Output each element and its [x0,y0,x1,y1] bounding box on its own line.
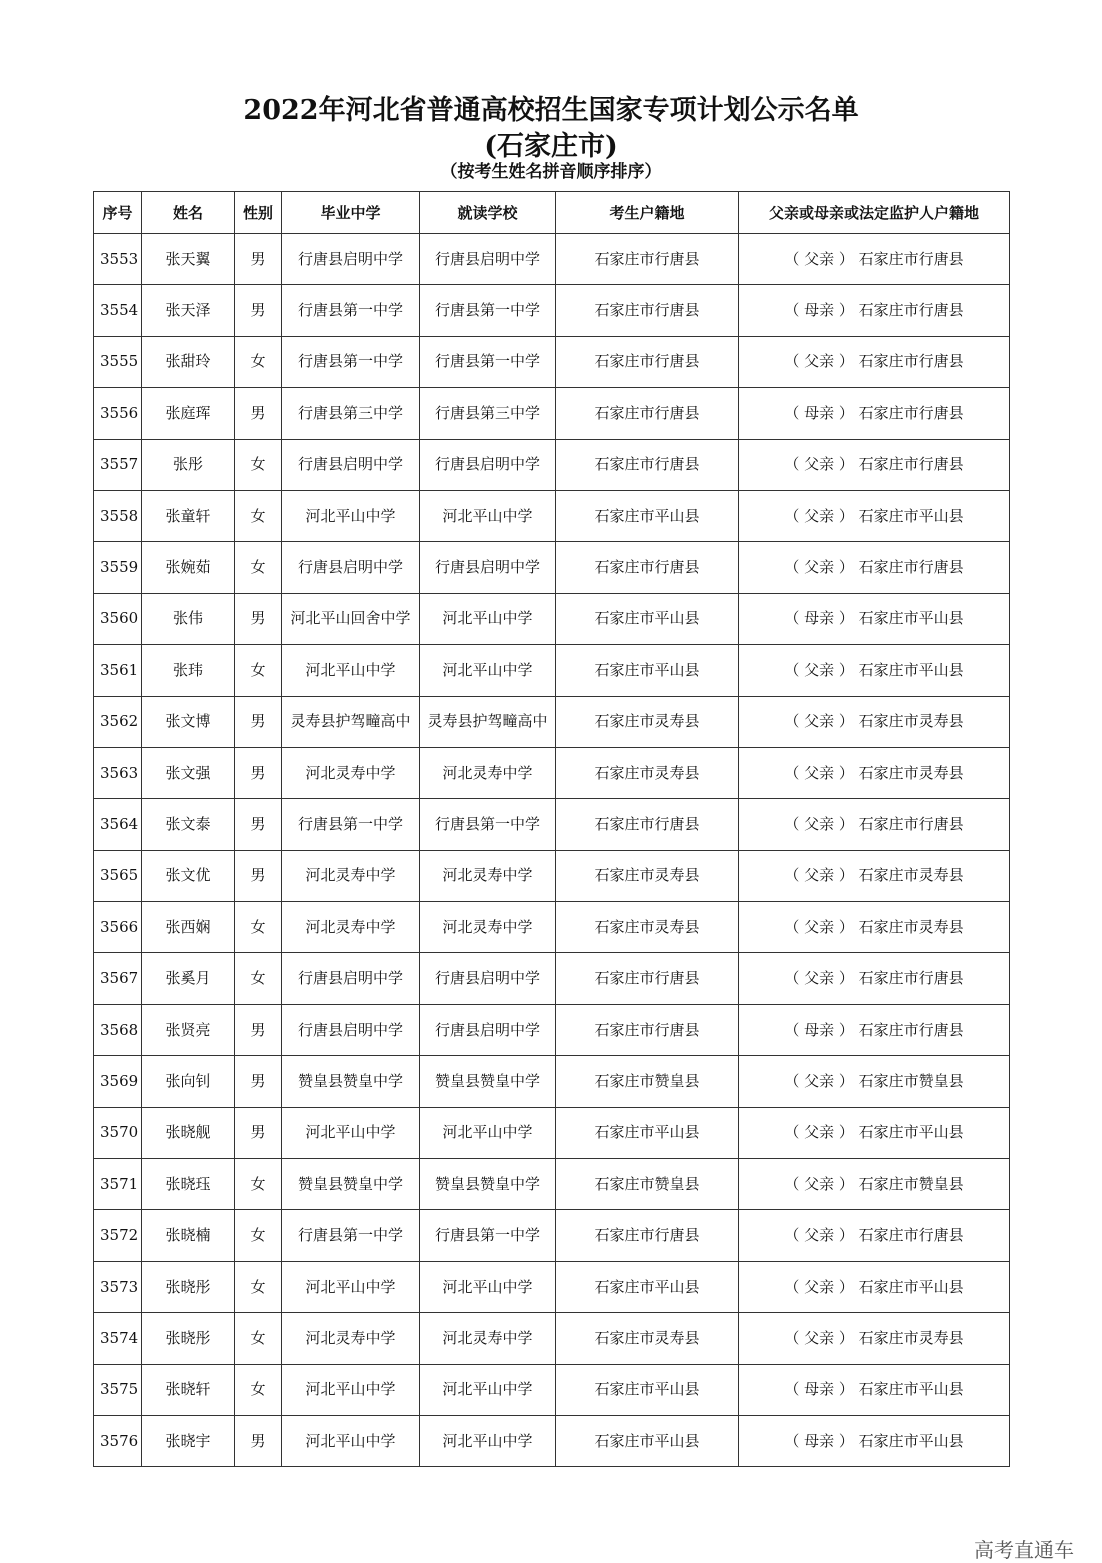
cell-gender: 男 [235,593,282,644]
cell-guardian-hukou: （ 父亲 ） 石家庄市行唐县 [739,542,1010,593]
cell-gender: 男 [235,850,282,901]
cell-name: 张向钊 [142,1056,235,1107]
cell-seq: 3560 [94,593,142,644]
cell-guardian-hukou: （ 父亲 ） 石家庄市平山县 [739,645,1010,696]
cell-gender: 女 [235,1159,282,1210]
cell-student-hukou: 石家庄市赞皇县 [556,1056,739,1107]
cell-name: 张伟 [142,593,235,644]
cell-student-hukou: 石家庄市赞皇县 [556,1159,739,1210]
cell-seq: 3563 [94,747,142,798]
cell-gender: 女 [235,1210,282,1261]
cell-current-school: 行唐县启明中学 [420,1004,556,1055]
table-row [94,1313,1010,1364]
cell-seq: 3576 [94,1415,142,1466]
document-title: 2022年河北省普通高校招生国家专项计划公示名单 [243,95,859,126]
cell-guardian-hukou: （ 父亲 ） 石家庄市行唐县 [739,336,1010,387]
cell-current-school: 河北灵寿中学 [420,1313,556,1364]
cell-name: 张晓轩 [142,1364,235,1415]
header-gender: 性别 [235,192,282,234]
cell-gender: 男 [235,1415,282,1466]
cell-gender: 男 [235,1004,282,1055]
cell-seq: 3564 [94,799,142,850]
cell-student-hukou: 石家庄市行唐县 [556,388,739,439]
table-header-row [94,192,1010,234]
cell-name: 张晓珏 [142,1159,235,1210]
table-row [94,542,1010,593]
cell-seq: 3572 [94,1210,142,1261]
cell-graduation-school: 行唐县第一中学 [282,799,420,850]
header-student-hukou: 考生户籍地 [556,192,739,234]
cell-gender: 男 [235,696,282,747]
table-row [94,850,1010,901]
cell-guardian-hukou: （ 父亲 ） 石家庄市平山县 [739,1107,1010,1158]
cell-student-hukou: 石家庄市行唐县 [556,285,739,336]
cell-student-hukou: 石家庄市行唐县 [556,542,739,593]
document-sort-note: （按考生姓名拼音顺序排序） [440,162,662,182]
cell-graduation-school: 赞皇县赞皇中学 [282,1159,420,1210]
cell-name: 张庭珲 [142,388,235,439]
cell-current-school: 行唐县第一中学 [420,285,556,336]
cell-guardian-hukou: （ 父亲 ） 石家庄市灵寿县 [739,696,1010,747]
cell-graduation-school: 河北平山中学 [282,645,420,696]
table-row [94,1210,1010,1261]
cell-graduation-school: 行唐县第一中学 [282,1210,420,1261]
cell-name: 张彤 [142,439,235,490]
cell-graduation-school: 行唐县第一中学 [282,285,420,336]
cell-student-hukou: 石家庄市平山县 [556,645,739,696]
cell-name: 张天泽 [142,285,235,336]
cell-name: 张晓宇 [142,1415,235,1466]
cell-name: 张婉茹 [142,542,235,593]
cell-name: 张天翼 [142,234,235,285]
cell-student-hukou: 石家庄市行唐县 [556,953,739,1004]
header-current-school: 就读学校 [420,192,556,234]
table-row [94,799,1010,850]
cell-name: 张童轩 [142,490,235,541]
cell-name: 张文博 [142,696,235,747]
cell-current-school: 河北平山中学 [420,593,556,644]
cell-graduation-school: 河北平山中学 [282,1261,420,1312]
cell-student-hukou: 石家庄市平山县 [556,1415,739,1466]
cell-current-school: 行唐县启明中学 [420,234,556,285]
cell-guardian-hukou: （ 父亲 ） 石家庄市灵寿县 [739,747,1010,798]
cell-student-hukou: 石家庄市平山县 [556,593,739,644]
cell-student-hukou: 石家庄市行唐县 [556,1004,739,1055]
table-row [94,902,1010,953]
cell-graduation-school: 行唐县第一中学 [282,336,420,387]
cell-student-hukou: 石家庄市灵寿县 [556,696,739,747]
cell-seq: 3554 [94,285,142,336]
cell-student-hukou: 石家庄市行唐县 [556,439,739,490]
cell-seq: 3571 [94,1159,142,1210]
cell-guardian-hukou: （ 母亲 ） 石家庄市行唐县 [739,285,1010,336]
cell-gender: 男 [235,1056,282,1107]
cell-student-hukou: 石家庄市平山县 [556,1364,739,1415]
cell-graduation-school: 河北灵寿中学 [282,747,420,798]
cell-gender: 男 [235,285,282,336]
table-row [94,593,1010,644]
cell-gender: 女 [235,336,282,387]
cell-guardian-hukou: （ 父亲 ） 石家庄市平山县 [739,490,1010,541]
cell-seq: 3553 [94,234,142,285]
cell-guardian-hukou: （ 母亲 ） 石家庄市行唐县 [739,1004,1010,1055]
cell-current-school: 行唐县第一中学 [420,1210,556,1261]
cell-current-school: 赞皇县赞皇中学 [420,1056,556,1107]
cell-gender: 男 [235,234,282,285]
cell-guardian-hukou: （ 母亲 ） 石家庄市平山县 [739,1415,1010,1466]
cell-current-school: 行唐县第一中学 [420,336,556,387]
cell-student-hukou: 石家庄市行唐县 [556,799,739,850]
cell-graduation-school: 灵寿县护驾疃高中 [282,696,420,747]
cell-guardian-hukou: （ 父亲 ） 石家庄市行唐县 [739,1210,1010,1261]
cell-gender: 男 [235,388,282,439]
header-graduation-school: 毕业中学 [282,192,420,234]
cell-current-school: 行唐县启明中学 [420,542,556,593]
cell-graduation-school: 河北平山中学 [282,490,420,541]
cell-student-hukou: 石家庄市灵寿县 [556,747,739,798]
cell-seq: 3568 [94,1004,142,1055]
cell-current-school: 行唐县第三中学 [420,388,556,439]
cell-name: 张晓彤 [142,1313,235,1364]
table-row [94,490,1010,541]
cell-current-school: 河北平山中学 [420,1107,556,1158]
table-row [94,1107,1010,1158]
cell-name: 张晓彤 [142,1261,235,1312]
cell-guardian-hukou: （ 父亲 ） 石家庄市行唐县 [739,953,1010,1004]
roster-table [93,191,1010,1467]
watermark-text: 高考直通车 [974,1538,1074,1562]
cell-guardian-hukou: （ 父亲 ） 石家庄市赞皇县 [739,1159,1010,1210]
cell-gender: 女 [235,490,282,541]
header-seq: 序号 [94,192,142,234]
cell-seq: 3561 [94,645,142,696]
cell-gender: 女 [235,542,282,593]
cell-graduation-school: 行唐县启明中学 [282,542,420,593]
cell-seq: 3555 [94,336,142,387]
cell-guardian-hukou: （ 父亲 ） 石家庄市行唐县 [739,234,1010,285]
header-guardian-hukou: 父亲或母亲或法定监护人户籍地 [739,192,1010,234]
cell-seq: 3566 [94,902,142,953]
cell-graduation-school: 赞皇县赞皇中学 [282,1056,420,1107]
cell-graduation-school: 河北灵寿中学 [282,850,420,901]
cell-guardian-hukou: （ 父亲 ） 石家庄市行唐县 [739,439,1010,490]
table-row [94,1056,1010,1107]
cell-gender: 女 [235,902,282,953]
cell-current-school: 河北灵寿中学 [420,850,556,901]
cell-gender: 男 [235,747,282,798]
cell-graduation-school: 行唐县启明中学 [282,1004,420,1055]
cell-name: 张文优 [142,850,235,901]
cell-graduation-school: 河北平山回舍中学 [282,593,420,644]
document-subtitle-city: (石家庄市) [484,131,618,162]
cell-seq: 3559 [94,542,142,593]
cell-name: 张文强 [142,747,235,798]
cell-current-school: 河北平山中学 [420,1261,556,1312]
cell-graduation-school: 河北平山中学 [282,1364,420,1415]
cell-gender: 女 [235,1313,282,1364]
cell-current-school: 河北平山中学 [420,1364,556,1415]
cell-current-school: 河北平山中学 [420,1415,556,1466]
cell-graduation-school: 行唐县启明中学 [282,234,420,285]
cell-graduation-school: 行唐县启明中学 [282,953,420,1004]
cell-name: 张玮 [142,645,235,696]
cell-guardian-hukou: （ 父亲 ） 石家庄市灵寿县 [739,1313,1010,1364]
cell-current-school: 灵寿县护驾疃高中 [420,696,556,747]
cell-student-hukou: 石家庄市行唐县 [556,1210,739,1261]
table-row [94,388,1010,439]
cell-gender: 女 [235,1364,282,1415]
header-name: 姓名 [142,192,235,234]
cell-student-hukou: 石家庄市灵寿县 [556,902,739,953]
cell-seq: 3575 [94,1364,142,1415]
cell-graduation-school: 行唐县第三中学 [282,388,420,439]
cell-seq: 3558 [94,490,142,541]
cell-name: 张甜玲 [142,336,235,387]
cell-student-hukou: 石家庄市灵寿县 [556,1313,739,1364]
cell-guardian-hukou: （ 父亲 ） 石家庄市灵寿县 [739,850,1010,901]
cell-current-school: 河北灵寿中学 [420,747,556,798]
cell-graduation-school: 河北灵寿中学 [282,1313,420,1364]
cell-graduation-school: 行唐县启明中学 [282,439,420,490]
cell-name: 张晓舰 [142,1107,235,1158]
cell-guardian-hukou: （ 母亲 ） 石家庄市平山县 [739,593,1010,644]
table-row [94,1415,1010,1466]
cell-seq: 3570 [94,1107,142,1158]
table-row [94,645,1010,696]
cell-current-school: 行唐县启明中学 [420,439,556,490]
cell-gender: 女 [235,1261,282,1312]
table-row [94,336,1010,387]
cell-gender: 女 [235,439,282,490]
cell-graduation-school: 河北平山中学 [282,1107,420,1158]
cell-guardian-hukou: （ 父亲 ） 石家庄市平山县 [739,1261,1010,1312]
cell-graduation-school: 河北灵寿中学 [282,902,420,953]
cell-student-hukou: 石家庄市灵寿县 [556,850,739,901]
cell-graduation-school: 河北平山中学 [282,1415,420,1466]
cell-gender: 女 [235,645,282,696]
cell-seq: 3565 [94,850,142,901]
table-row [94,285,1010,336]
cell-name: 张奚月 [142,953,235,1004]
cell-seq: 3557 [94,439,142,490]
table-row [94,696,1010,747]
cell-seq: 3567 [94,953,142,1004]
table-row [94,747,1010,798]
cell-gender: 女 [235,953,282,1004]
cell-student-hukou: 石家庄市行唐县 [556,336,739,387]
cell-guardian-hukou: （ 父亲 ） 石家庄市赞皇县 [739,1056,1010,1107]
table-row [94,1159,1010,1210]
table-row [94,1261,1010,1312]
cell-seq: 3573 [94,1261,142,1312]
table-row [94,1004,1010,1055]
cell-student-hukou: 石家庄市行唐县 [556,234,739,285]
cell-name: 张文泰 [142,799,235,850]
table-row [94,953,1010,1004]
cell-current-school: 行唐县第一中学 [420,799,556,850]
cell-seq: 3569 [94,1056,142,1107]
cell-name: 张贤亮 [142,1004,235,1055]
cell-gender: 男 [235,799,282,850]
cell-current-school: 河北平山中学 [420,490,556,541]
cell-student-hukou: 石家庄市平山县 [556,1107,739,1158]
cell-current-school: 行唐县启明中学 [420,953,556,1004]
cell-seq: 3556 [94,388,142,439]
table-row [94,439,1010,490]
table-row [94,1364,1010,1415]
cell-gender: 男 [235,1107,282,1158]
cell-guardian-hukou: （ 母亲 ） 石家庄市行唐县 [739,388,1010,439]
cell-current-school: 河北平山中学 [420,645,556,696]
cell-current-school: 河北灵寿中学 [420,902,556,953]
cell-seq: 3562 [94,696,142,747]
cell-current-school: 赞皇县赞皇中学 [420,1159,556,1210]
cell-student-hukou: 石家庄市平山县 [556,490,739,541]
cell-student-hukou: 石家庄市平山县 [556,1261,739,1312]
cell-name: 张西娴 [142,902,235,953]
cell-seq: 3574 [94,1313,142,1364]
cell-guardian-hukou: （ 父亲 ） 石家庄市灵寿县 [739,902,1010,953]
cell-guardian-hukou: （ 父亲 ） 石家庄市行唐县 [739,799,1010,850]
table-row [94,234,1010,285]
cell-guardian-hukou: （ 母亲 ） 石家庄市平山县 [739,1364,1010,1415]
cell-name: 张晓楠 [142,1210,235,1261]
